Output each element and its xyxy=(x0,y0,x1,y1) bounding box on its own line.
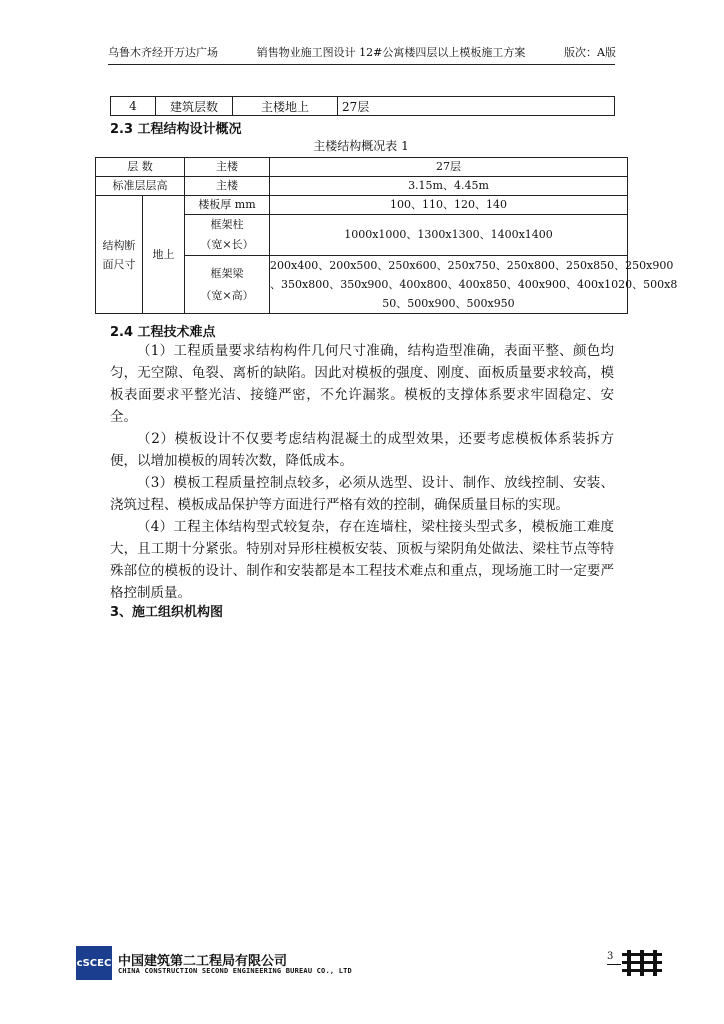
beam-line-2: 、350x800、350x900、400x800、400x850、400x900、400x1020、500x8 xyxy=(270,278,678,291)
table-cell: 层 数 xyxy=(96,158,185,177)
column-label-2: （宽×长） xyxy=(200,238,254,251)
paragraph-3: （3）模板工程质量控制点较多，必须从选型、设计、制作、放线控制、安装、浇筑过程、模板成品保护等方面进行严格有效的控制，确保质量目标的实现。 xyxy=(110,475,614,513)
page-header xyxy=(108,44,616,60)
section-2-3-title: 2.3 工程结构设计概况 xyxy=(110,122,242,137)
page-number: 3 xyxy=(607,951,614,962)
beam-line-3: 50、500x900、500x950 xyxy=(382,297,515,310)
table-row xyxy=(96,158,628,177)
company-name-en: CHINA CONSTRUCTION SECOND ENGINEERING BUREAU CO., LTD xyxy=(118,967,352,975)
column-label xyxy=(185,215,270,256)
group-label: 结构断面尺寸 xyxy=(96,196,143,314)
table-cell: 主楼 xyxy=(185,158,270,177)
paragraph-4: （4）工程主体结构型式较复杂，存在连墙柱，梁柱接头型式多，模板施工难度大，且工期十分紧张。特别对异形柱模板安装、顶板与梁阴角处做法、梁柱节点等特殊部位的模板的设计、制作和安装都是本工程技术难点和重点，现场施工时一定要严格控制质量。 xyxy=(110,519,614,601)
sub-label: 地上 xyxy=(143,196,185,314)
row-value: 27层 xyxy=(342,99,370,114)
row-index: 4 xyxy=(111,97,156,115)
paragraph-1: （1）工程质量要求结构构件几何尺寸准确，结构造型准确，表面平整、颜色均匀，无空隙、龟裂、离析的缺陷。因此对模板的强度、刚度、面板质量要求较高，模板表面要求平整光洁、接缝严密，不允许漏浆。模板的支撑体系要求牢固稳定、安全。 xyxy=(110,343,614,425)
table-row xyxy=(96,196,628,215)
header-rule xyxy=(108,64,615,65)
structure-table xyxy=(95,157,678,314)
company-logo: cSCEC xyxy=(76,946,112,980)
paragraph-2: （2）模板设计不仅要考虑结构混凝土的成型效果，还要考虑模板体系装拆方便，以增加模板的周转次数，降低成本。 xyxy=(110,431,614,469)
column-label-1: 框架柱 xyxy=(210,218,244,231)
table-cell: 27层 xyxy=(270,158,628,177)
slab-label: 楼板厚 mm xyxy=(185,196,270,215)
section-3-title: 3、施工组织机构图 xyxy=(110,605,224,620)
bureau-mark-icon xyxy=(622,950,662,976)
header-version: 版次：A版 xyxy=(564,46,616,59)
beam-label xyxy=(185,256,270,314)
row-label: 建筑层数 xyxy=(156,97,233,115)
beam-label-1: 框架梁 xyxy=(210,266,244,280)
beam-label-2: （宽×高） xyxy=(200,288,254,302)
floors-row xyxy=(110,96,615,116)
table-row xyxy=(96,177,628,196)
table-cell: 3.15m、4.45m xyxy=(270,177,628,196)
table-caption: 主楼结构概况表 1 xyxy=(313,139,409,153)
table-cell: 主楼 xyxy=(185,177,270,196)
header-document: 销售物业施工图设计 12#公寓楼四层以上模板施工方案 xyxy=(256,46,526,59)
company-name-cn: 中国建筑第二工程局有限公司 xyxy=(118,954,288,969)
row-scope: 主楼地上 xyxy=(233,97,338,115)
footer-rule xyxy=(607,964,621,965)
table-cell: 标准层层高 xyxy=(96,177,185,196)
beam-line-1: 200x400、200x500、250x600、250x750、250x800、250x850、250x900 xyxy=(270,259,674,272)
slab-value: 100、110、120、140 xyxy=(270,196,628,215)
header-project: 乌鲁木齐经开万达广场 xyxy=(108,46,218,59)
beam-value xyxy=(270,256,678,314)
column-value: 1000x1000、1300x1300、1400x1400 xyxy=(270,215,628,256)
section-2-4-title: 2.4 工程技术难点 xyxy=(110,325,216,340)
